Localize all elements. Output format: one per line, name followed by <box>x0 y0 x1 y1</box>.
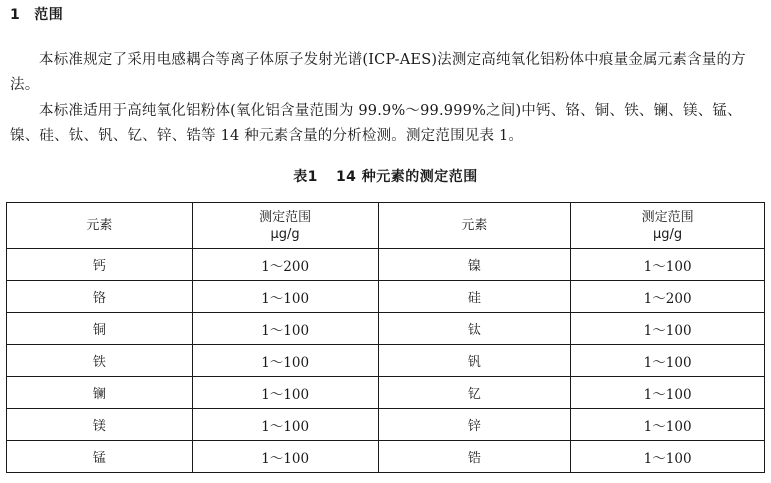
header-range-unit: μg/g <box>653 226 683 242</box>
header-element-left: 元素 <box>7 203 193 249</box>
range-cell: 1～200 <box>192 249 378 281</box>
paragraph-scope: 本标准规定了采用电感耦合等离子体原子发射光谱(ICP-AES)法测定高纯氧化铝粉体中痕量金属元素含量的方法。 <box>10 52 746 93</box>
table-row <box>7 281 765 313</box>
header-range-label: 测定范围 <box>259 209 312 225</box>
table-row <box>7 377 765 409</box>
element-cell: 铁 <box>7 345 193 377</box>
element-cell: 铬 <box>7 281 193 313</box>
range-cell: 1～100 <box>571 377 765 409</box>
element-cell: 锰 <box>7 441 193 473</box>
element-cell: 钇 <box>378 377 571 409</box>
element-cell: 镁 <box>7 409 193 441</box>
element-cell: 镍 <box>378 249 571 281</box>
table-row <box>7 313 765 345</box>
measurement-range-table <box>6 202 765 473</box>
element-cell: 钙 <box>7 249 193 281</box>
table-caption: 14 种元素的测定范围 <box>335 169 478 185</box>
section-heading <box>10 4 63 24</box>
element-cell: 镧 <box>7 377 193 409</box>
table-row <box>7 249 765 281</box>
range-cell: 1～100 <box>571 313 765 345</box>
element-cell: 铜 <box>7 313 193 345</box>
table-row <box>7 345 765 377</box>
header-range-right <box>571 203 765 249</box>
table-title <box>0 166 771 186</box>
range-cell: 1～200 <box>571 281 765 313</box>
section-number: 1 <box>10 7 21 23</box>
element-cell: 锌 <box>378 409 571 441</box>
element-cell: 钛 <box>378 313 571 345</box>
element-cell: 锆 <box>378 441 571 473</box>
range-cell: 1～100 <box>571 345 765 377</box>
table-label: 表1 <box>293 169 318 185</box>
table-row <box>7 409 765 441</box>
paragraph-applicability: 本标准适用于高纯氧化铝粉体(氧化铝含量范围为 99.9%～99.999%之间)中钙、铬、铜、铁、镧、镁、锰、镍、硅、钛、钒、钇、锌、锆等 14 种元素含量的分析检测。测定范围见表 1。 <box>10 103 742 144</box>
element-cell: 钒 <box>378 345 571 377</box>
range-cell: 1～100 <box>571 249 765 281</box>
range-cell: 1～100 <box>192 441 378 473</box>
range-cell: 1～100 <box>192 313 378 345</box>
range-cell: 1～100 <box>192 377 378 409</box>
table-row <box>7 441 765 473</box>
range-cell: 1～100 <box>192 345 378 377</box>
section-title: 范围 <box>34 7 64 23</box>
range-cell: 1～100 <box>192 281 378 313</box>
header-range-unit: μg/g <box>270 226 300 242</box>
range-cell: 1～100 <box>571 409 765 441</box>
range-cell: 1～100 <box>571 441 765 473</box>
header-range-label: 测定范围 <box>641 209 694 225</box>
element-cell: 硅 <box>378 281 571 313</box>
table-header-row <box>7 203 765 249</box>
header-range-left <box>192 203 378 249</box>
range-cell: 1～100 <box>192 409 378 441</box>
header-element-right: 元素 <box>378 203 571 249</box>
